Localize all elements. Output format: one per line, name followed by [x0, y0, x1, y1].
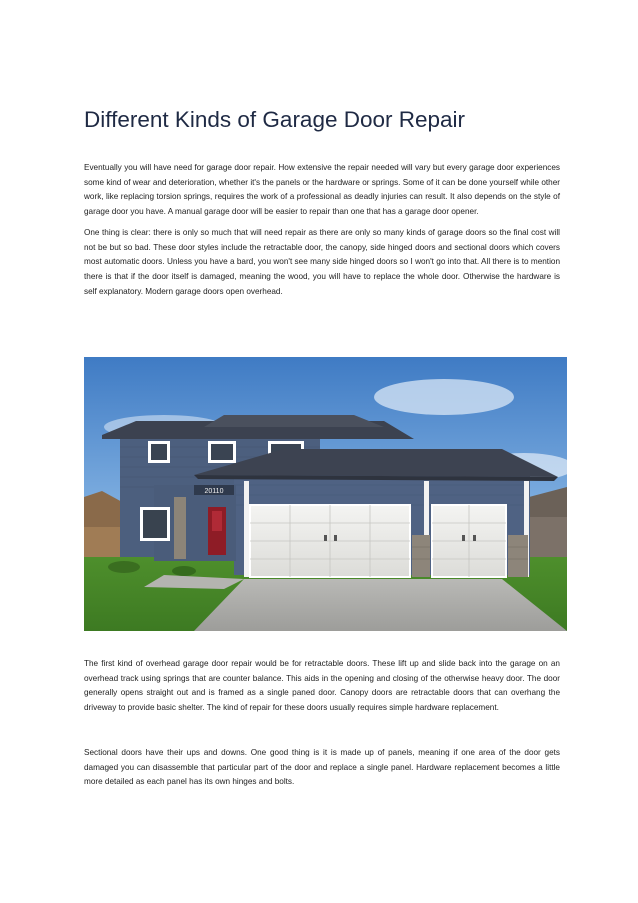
shrub	[172, 566, 196, 576]
house-number: 20110	[204, 488, 224, 495]
paragraph-intro: Eventually you will have need for garage door repair. How extensive the repair needed will vary but every garage door experiences some kind of wear and deterioration, whether it's the panels or the hardware or springs. Some of it can be done yourself while other work, like replacing torsion springs, requires the work of a professional as deadly injuries can result. It also depends on the style of garage door you have. A manual garage door will be easier to repair than one that has a garage door opener.	[84, 163, 560, 217]
cloud	[374, 379, 514, 415]
document-title: Different Kinds of Garage Door Repair	[84, 107, 466, 132]
stone-base	[412, 535, 430, 577]
paragraph-door-styles: One thing is clear: there is only so much that will need repair as there are only so many kinds of garage doors so the final cost will not be but so bad. These door styles include the retractable door, the canopy, side hinged doors and sectional doors which covers most automatic doors. Unless you have a bard, you won't see many side hinged doors so I won't go into that. All there is to mention there is that if the door itself is damaged, meaning the wood, you will have to replace the whole door. Otherwise the hardware is self explanatory. Modern garage doors open overhead.	[84, 228, 560, 296]
paragraph-retractable: The first kind of overhead garage door repair would be for retractable doors. These lift up and slide back into the garage on an overhead track using springs that are counter balance. This aids in the opening and closing of the otherwise heavy door. The door generally opens straight out and is framed as a single paned door. Canopy doors are retractable doors that can overhang the driveway to provide basic shelter. The kind of repair for these doors usually requires simple hardware replacement.	[84, 659, 560, 713]
trim-column	[244, 481, 249, 577]
shrub	[108, 561, 140, 573]
driveway	[194, 579, 567, 631]
neighbor-deck	[84, 527, 122, 557]
paragraph-sectional: Sectional doors have their ups and downs. One good thing is it is made up of panels, meaning if one area of the door gets damaged you can disassemble that particular part of the door and replace a single panel. Hardware replacement becomes a little more detailed as each panel has its own hinges and bolts.	[84, 748, 560, 787]
stone-base	[508, 535, 528, 577]
neighbor-fence	[529, 517, 567, 557]
upper-roof-ridge	[204, 415, 384, 427]
house-photo	[84, 357, 567, 631]
stone-column	[174, 497, 186, 559]
